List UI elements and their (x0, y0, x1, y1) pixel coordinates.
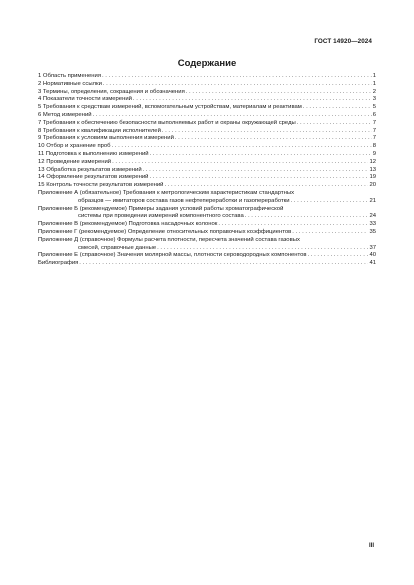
dot-leader (149, 174, 368, 182)
toc-entry[interactable]: 11 Подготовка к выполнению измерений . . . 9 (38, 151, 376, 159)
dot-leader (112, 159, 368, 167)
dot-leader (79, 260, 368, 268)
dot-leader (162, 128, 372, 136)
toc-entry[interactable]: 2 Нормативные ссылки . . . 1 (38, 81, 376, 89)
toc-page-number: 19 (369, 174, 376, 181)
toc-entry-appendix-b-cont[interactable]: системы при проведении измерений компонентного состава . . . 24 (38, 213, 376, 221)
dot-leader (102, 73, 372, 81)
dot-leader (303, 104, 372, 112)
toc-entry-bibliography[interactable]: Библиография . . . 41 (38, 260, 376, 268)
dot-leader (297, 120, 372, 128)
dot-leader (143, 167, 369, 175)
toc-entry[interactable]: 7 Требования к обеспечению безопасности выполняемых работ и охраны окружающей среды . . . 7 (38, 120, 376, 128)
toc-entry-appendix-d[interactable]: Приложение Д (справочное) Формулы расчета плотности, пересчета значений состава газовых (38, 236, 300, 243)
toc-entry[interactable]: 13 Обработка результатов измерений . . . 13 (38, 167, 376, 175)
toc-entry[interactable]: 10 Отбор и хранение проб . . . 8 (38, 143, 376, 151)
toc-entry-appendix-a-cont[interactable]: образцов — имитаторов состава газов нефтепереработки и газопереработки . . . 21 (38, 198, 376, 206)
dot-leader (245, 213, 369, 221)
toc-entry[interactable]: 8 Требования к квалификации исполнителей . . . 7 (38, 128, 376, 136)
dot-leader (150, 151, 372, 159)
toc-page-number: 33 (369, 221, 376, 228)
toc-page-number: 8 (372, 143, 376, 150)
toc-entry[interactable]: 15 Контроль точности результатов измерений . . . 20 (38, 182, 376, 190)
dot-leader (164, 182, 368, 190)
dot-leader (103, 81, 372, 89)
toc-title: Содержание (177, 58, 237, 69)
toc-entry[interactable]: 6 Метод измерений . . . 6 (38, 112, 376, 120)
toc-page-number: 20 (369, 182, 376, 189)
toc-page-number: 41 (369, 260, 376, 267)
toc-entry[interactable]: 9 Требования к условиям выполнения измерений . . . 7 (38, 135, 376, 143)
toc-entry[interactable]: 1 Область применения . . . 1 (38, 73, 376, 81)
page-number: III (368, 543, 374, 549)
dot-leader (308, 252, 369, 260)
toc-page-number: 5 (372, 104, 376, 111)
dot-leader (292, 229, 368, 237)
toc-entry-appendix-b[interactable]: Приложение Б (рекомендуемое) Примеры задания условий работы хроматографической (38, 205, 284, 212)
toc-entry[interactable]: 4 Показатели точности измерений . . . 3 (38, 96, 376, 104)
document-code: ГОСТ 14920—2024 (314, 38, 372, 45)
toc-page-number: 2 (372, 88, 376, 95)
toc-page-number: 13 (369, 166, 376, 173)
toc-page-number: 7 (372, 119, 376, 126)
toc-page-number: 40 (369, 252, 376, 259)
table-of-contents (38, 73, 376, 268)
toc-entry[interactable]: 3 Термины, определения, сокращения и обозначения . . . 2 (38, 89, 376, 97)
toc-page-number: 3 (372, 96, 376, 103)
dot-leader (112, 143, 372, 151)
dot-leader (175, 135, 372, 143)
dot-leader (93, 112, 372, 120)
toc-page-number: 7 (372, 127, 376, 134)
dot-leader (218, 221, 368, 229)
toc-page-number: 1 (372, 73, 376, 79)
toc-page-number: 37 (369, 244, 376, 251)
toc-entry-appendix-d-cont[interactable]: смесей, справочные данные . . . 37 (38, 245, 376, 253)
toc-page-number: 9 (372, 150, 376, 157)
toc-entry-appendix-e[interactable]: Приложение Е (справочное) Значения молярной массы, плотности сероводородных компонентов . . . 40 (38, 252, 376, 260)
toc-page-number: 7 (372, 135, 376, 142)
toc-page-number: 1 (372, 80, 376, 87)
toc-page-number: 35 (369, 228, 376, 235)
toc-entry-appendix-g[interactable]: Приложение Г (рекомендуемое) Определение относительных поправочных коэффициентов . . . 35 (38, 229, 376, 237)
dot-leader (186, 89, 372, 97)
toc-entry-appendix-a[interactable]: Приложение А (обязательное) Требования к метрологическим характеристикам стандартных (38, 189, 295, 196)
toc-entry[interactable]: 12 Проведение измерений . . . 12 (38, 159, 376, 167)
toc-page-number: 24 (369, 213, 376, 220)
toc-entry[interactable]: 14 Оформление результатов измерений . . . 19 (38, 174, 376, 182)
toc-page-number: 21 (369, 197, 376, 204)
toc-page-number: 12 (369, 158, 376, 165)
toc-entry[interactable]: 5 Требования к средствам измерений, вспомогательным устройствам, материалам и реактивам . . . 5 (38, 104, 376, 112)
toc-page-number: 6 (372, 111, 376, 118)
dot-leader (291, 198, 369, 206)
toc-entry-appendix-v[interactable]: Приложение В (рекомендуемое) Подготовка насадочных колонок . . . 33 (38, 221, 376, 229)
